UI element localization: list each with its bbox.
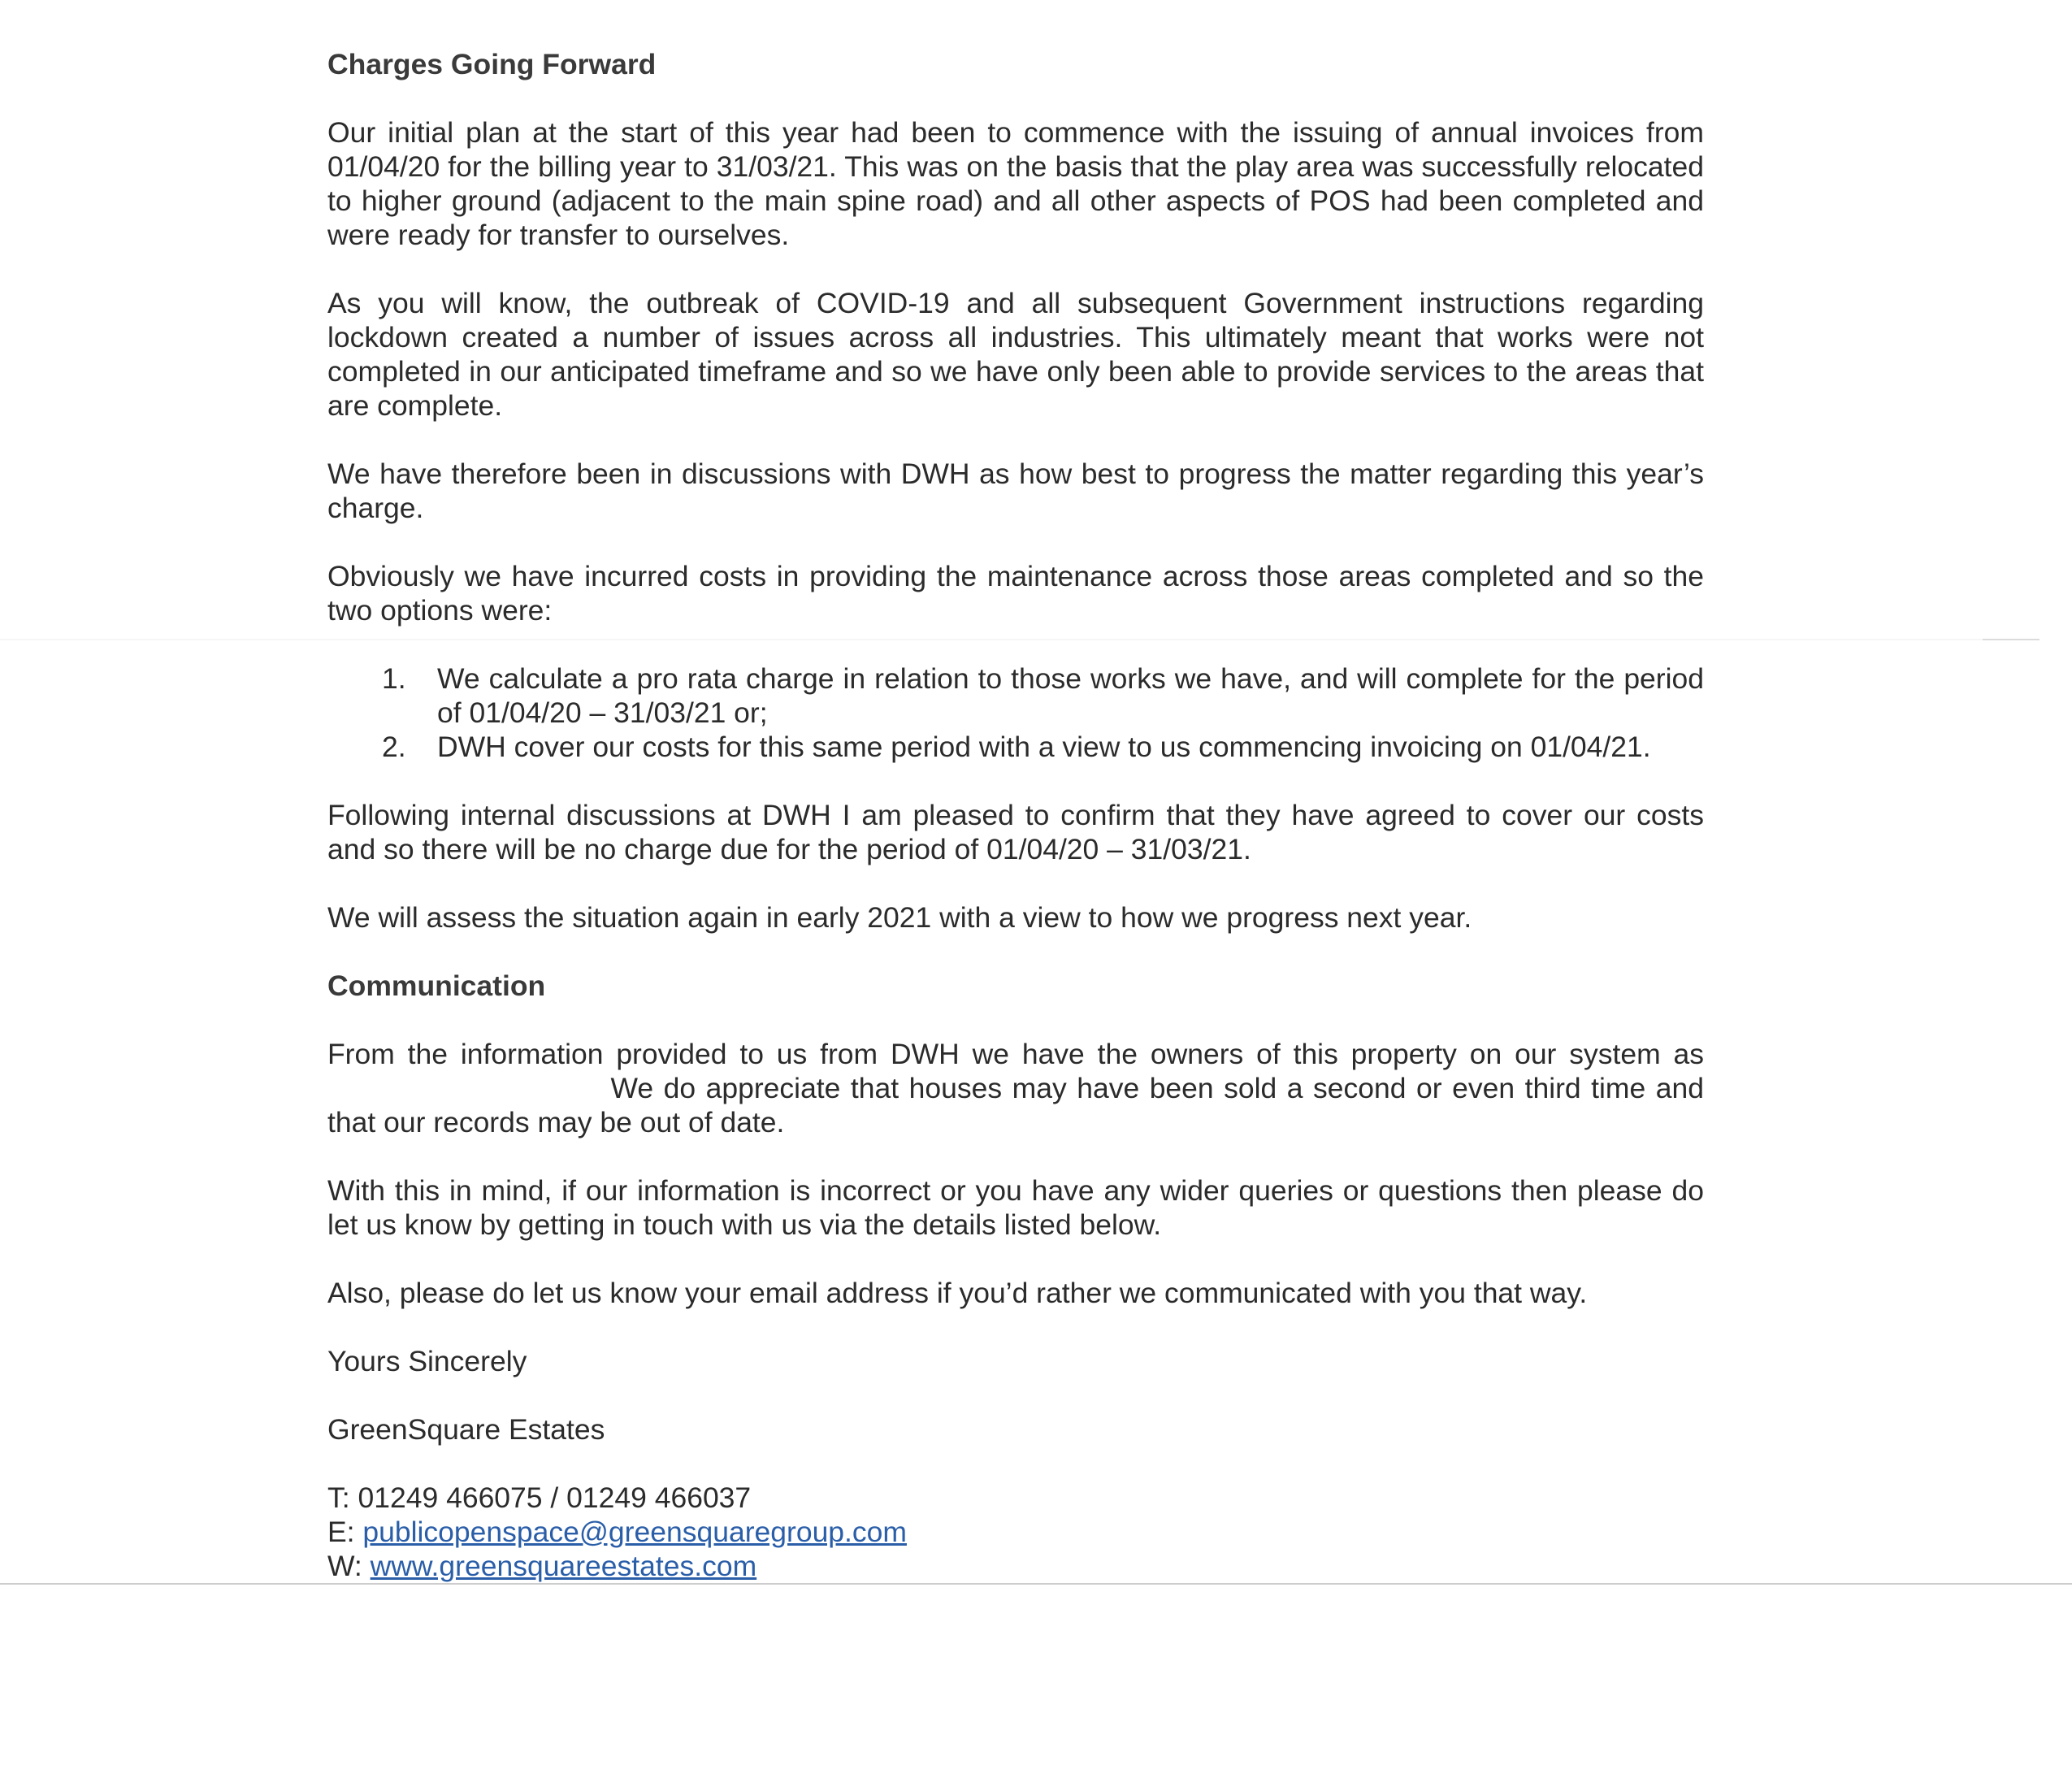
list-number: 2.: [382, 731, 406, 763]
contact-email: [327, 1515, 1704, 1549]
phone-numbers: 01249 466075 / 01249 466037: [358, 1481, 752, 1514]
owner-info-text-after: We do appreciate that houses may have been sold a second or even third time and that our records may be out of date.: [327, 1072, 1704, 1139]
contact-phone: [327, 1481, 1704, 1515]
section-heading-communication: Communication: [327, 969, 546, 1002]
list-item-text: DWH cover our costs for this same period with a view to us commencing invoicing on 01/04/21.: [437, 731, 1651, 763]
paragraph-owner-info: [327, 1037, 1704, 1139]
phone-label: T:: [327, 1481, 350, 1514]
paragraph-covid: As you will know, the outbreak of COVID-19 and all subsequent Government instructions regarding lockdown created a number of issues across all industries. This ultimately meant that works were not completed in our anticipated timeframe and so we have only been able to provide services to the areas that are complete.: [327, 287, 1704, 422]
company-name: GreenSquare Estates: [327, 1413, 605, 1446]
paragraph-email-request: Also, please do let us know your email address if you’d rather we communicated with you that way.: [327, 1277, 1588, 1309]
email-label: E:: [327, 1516, 355, 1548]
section-heading-charges: Charges Going Forward: [327, 48, 657, 80]
list-item: [327, 730, 1704, 764]
letter-page: [327, 47, 1704, 1583]
scan-mark: [1983, 639, 2039, 640]
contact-block: [327, 1481, 1704, 1583]
paragraph-discussions: We have therefore been in discussions with DWH as how best to progress the matter regarding this year’s charge.: [327, 458, 1704, 524]
scan-fold-line: [0, 1583, 2072, 1585]
options-list: [327, 661, 1704, 764]
closing-salutation: Yours Sincerely: [327, 1345, 527, 1377]
email-link[interactable]: publicopenspace@greensquaregroup.com: [362, 1516, 907, 1548]
website-link[interactable]: www.greensquareestates.com: [370, 1550, 757, 1582]
paragraph-agreement: Following internal discussions at DWH I am pleased to confirm that they have agreed to cover our costs and so there will be no charge due for the period of 01/04/20 – 31/03/21.: [327, 799, 1704, 865]
web-label: W:: [327, 1550, 362, 1582]
paragraph-options-intro: Obviously we have incurred costs in providing the maintenance across those areas completed and so the two options were:: [327, 560, 1704, 627]
list-item: [327, 661, 1704, 730]
paragraph-assess: We will assess the situation again in early 2021 with a view to how we progress next year.: [327, 901, 1472, 934]
paragraph-initial-plan: Our initial plan at the start of this year had been to commence with the issuing of annual invoices from 01/04/20 for the billing year to 31/03/21. This was on the basis that the play area was successfully relocated to higher ground (adjacent to the main spine road) and all other aspects of POS had been completed and were ready for transfer to ourselves.: [327, 116, 1704, 251]
list-number: 1.: [382, 662, 406, 695]
list-item-text: We calculate a pro rata charge in relation to those works we have, and will complete for the period of 01/04/20 – 31/03/21 or;: [437, 662, 1704, 729]
owner-info-text-before: From the information provided to us from DWH we have the owners of this property on our system as: [327, 1038, 1704, 1070]
contact-website: [327, 1549, 1704, 1583]
paragraph-get-in-touch: With this in mind, if our information is incorrect or you have any wider queries or questions then please do let us know by getting in touch with us via the details listed below.: [327, 1174, 1704, 1241]
